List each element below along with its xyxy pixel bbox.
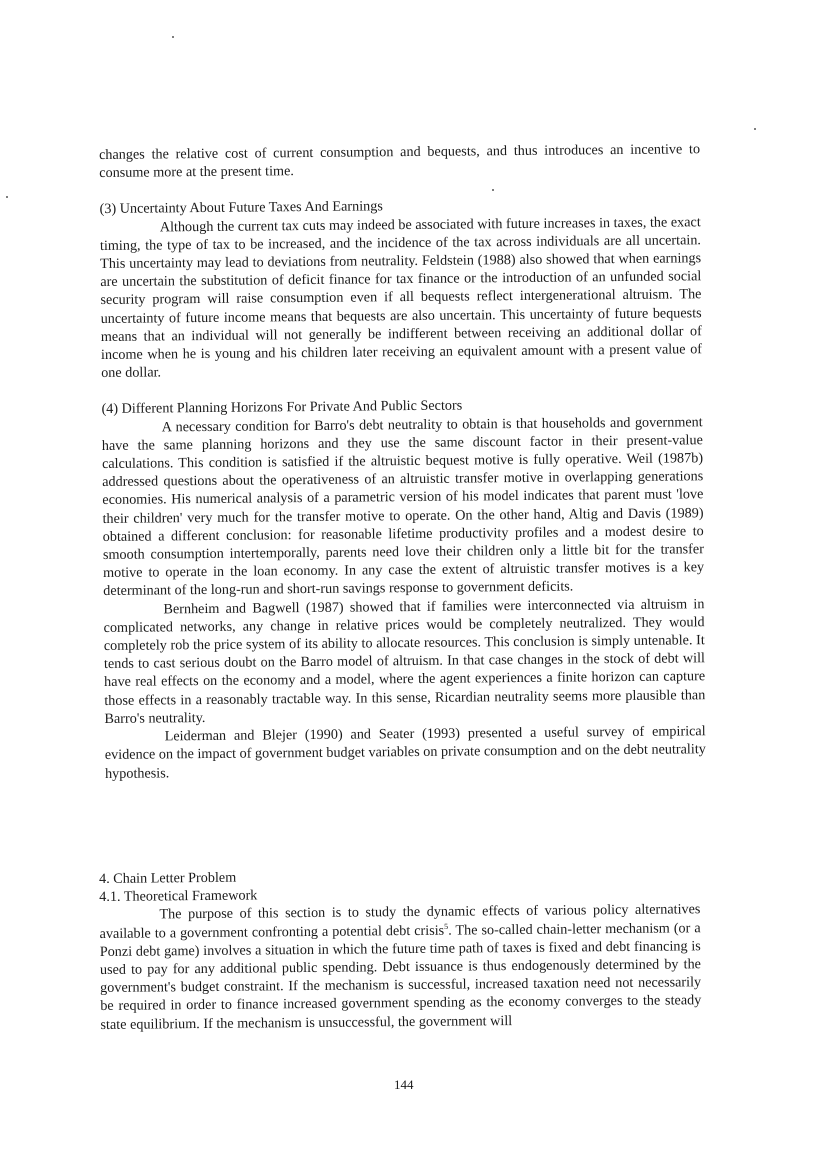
section-4-paragraph-1: A necessary condition for Barro's debt neutrality to obtain is that households and government have the same planning horizons and they use the same discount factor in their present-value calculations. This condition is satisfied if the altruistic bequest motive is fully operative. Weil (1987b) addressed questions about the operativeness of an altruistic transfer motive in overlapping generations economies. His numerical analysis of a parametric version of his model indicates that parent must 'love their children' very much for the transfer motive to operate. On the other hand, Altig and Davis (1989) obtained a different conclusion: for reasonable lifetime productivity profiles and a modest desire to smooth consumption intertemporally, parents need love their children only a little bit for the transfer motive to operate in the loan economy. In any case the extent of altruistic transfer motives is a key determinant of the long-run and short-run savings response to government deficits. xyxy=(101,413,705,600)
page-number: 144 xyxy=(394,1077,414,1092)
chain-letter-text-part-1: The purpose of this section is to study the dynamic effects of various policy alternatives available to a government confronting a potential debt crisis xyxy=(99,901,701,942)
section-3-heading: (3) Uncertainty About Future Taxes And Earnings xyxy=(99,198,383,218)
chain-letter-text-part-2: . The so-called chain-letter mechanism (or a Ponzi debt game) involves a situation in which the future time path of taxes is fixed and debt financing is used to pay for any additional public spending. Debt issuance is thus endogenously determined by the government's budget constraint. If the mechanism is successful, increased taxation need not necessarily be required in order to finance increased government spending as the economy converges to the steady state equilibrium. If the mechanism is unsuccessful, the government will xyxy=(99,919,702,1033)
section-4-paragraph-2: Bernheim and Bagwell (1987) showed that if families were interconnected via altruism in complicated networks, any change in relative prices would be completely neutralized. They would completely rob the price system of its ability to allocate resources. This conclusion is simply untenable. It tends to cast serious doubt on the Barro model of altruism. In that case changes in the stock of debt will have real effects on the economy and a model, where the agent experiences a finite horizon can capture those effects in a reasonably tractable way. In this sense, Ricardian neutrality seems more plausible than Barro's neutrality. xyxy=(103,595,706,727)
scan-speck xyxy=(754,128,756,130)
section-4-paragraph-3: Leiderman and Blejer (1990) and Seater (1993) presented a useful survey of empirical evidence on the impact of government budget variables on private consumption and on the debt neutrality hypothesis. xyxy=(104,723,706,782)
chain-letter-heading: 4. Chain Letter Problem xyxy=(99,869,237,887)
chain-letter-paragraph xyxy=(99,901,701,1034)
theoretical-framework-subheading: 4.1. Theoretical Framework xyxy=(99,887,258,906)
intro-paragraph: changes the relative cost of current consumption and bequests, and thus introduces an incentive to consume more at the present time. xyxy=(99,141,701,182)
scan-speck xyxy=(172,36,174,38)
section-3-paragraph: Although the current tax cuts may indeed be associated with future increases in taxes, the exact timing, the type of tax to be increased, and the incidence of the tax across individuals are all uncertain. This uncertainty may lead to deviations from neutrality. Feldstein (1988) also showed that when earnings are uncertain the substitution of deficit finance for tax finance or the introduction of an unfunded social security program will raise consumption even if all bequests reflect intergenerational altruism. The uncertainty of future income means that bequests are also uncertain. This uncertainty of future bequests means that an individual will not generally be indifferent between receiving an additional dollar of income when he is young and his children later receiving an equivalent amount with a present value of one dollar. xyxy=(99,213,703,382)
lower-text-block xyxy=(99,864,702,1034)
section-4-heading: (4) Different Planning Horizons For Private And Public Sectors xyxy=(101,397,463,418)
upper-text-block xyxy=(99,140,706,782)
footnote-marker[interactable]: 5 xyxy=(444,921,449,931)
scan-speck xyxy=(6,196,8,198)
